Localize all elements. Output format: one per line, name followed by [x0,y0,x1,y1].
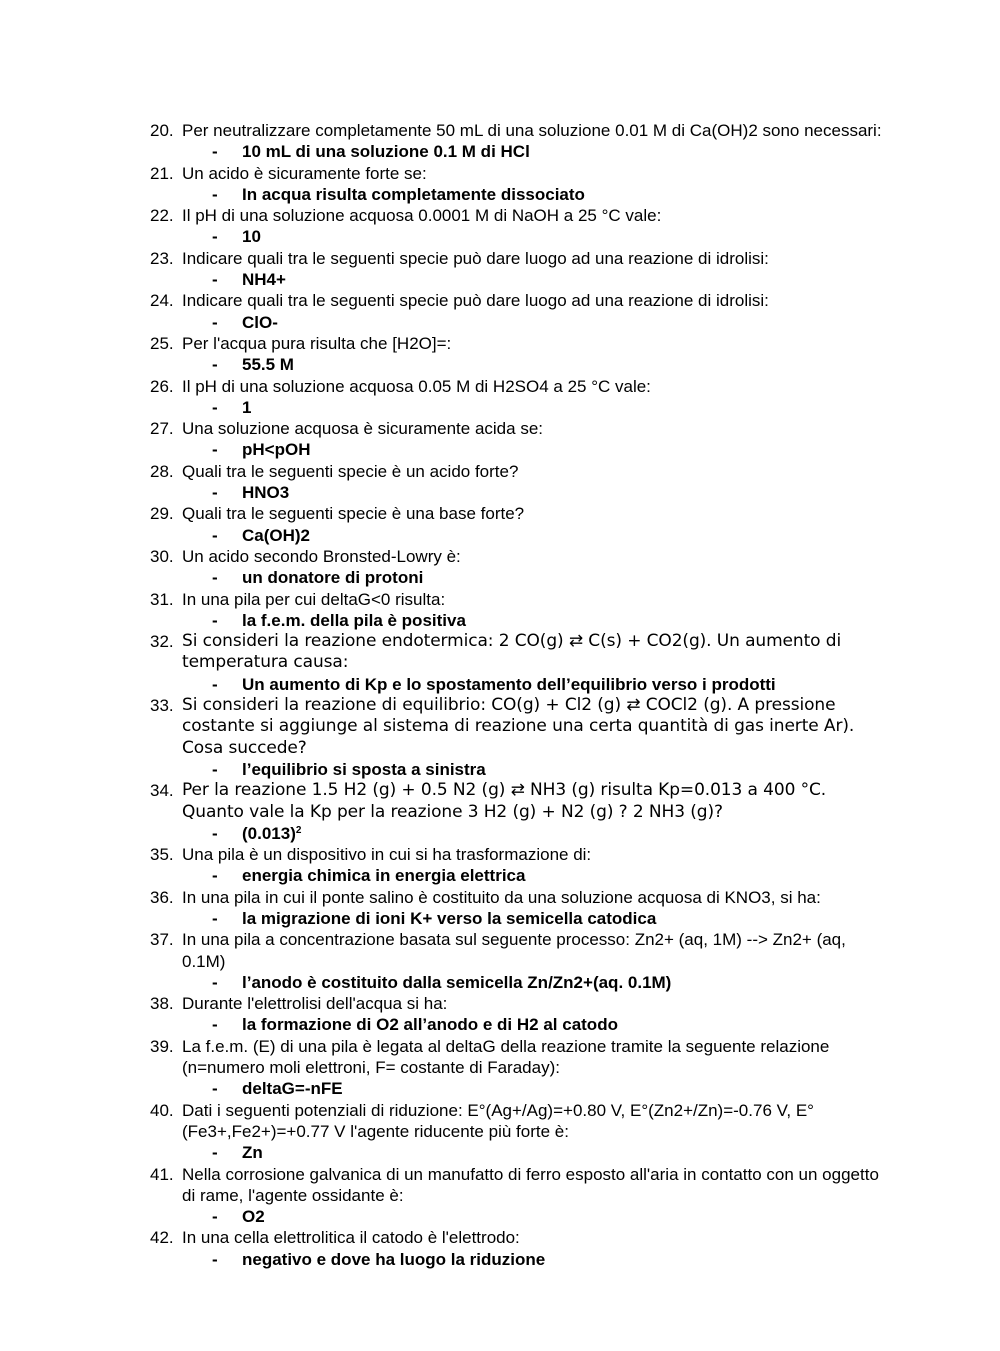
question-text: Nella corrosione galvanica di un manufatto di ferro esposto all'aria in contatto con un oggetto di rame, l'agente ossidante è: [182,1164,879,1205]
answer-20 [150,141,890,162]
answer-text: ClO- [242,312,278,332]
question-number: 22. [150,206,174,226]
answer-26 [150,397,890,418]
answer-36 [150,908,890,929]
bullet-dash: - [212,823,218,843]
question-40 [150,1100,890,1143]
question-number: 37. [150,930,174,950]
question-text: Si consideri la reazione di equilibrio: CO(g) + Cl2 (g) ⇄ COCl2 (g). A pressione costante si aggiunge al sistema di reazione una certa quantità di gas inerte Ar). Cosa succede? [182,695,855,758]
answer-32 [150,674,890,695]
answer-text: 55.5 M [242,355,294,375]
question-text: Una soluzione acquosa è sicuramente acida se: [182,419,543,439]
bullet-dash: - [212,1079,218,1099]
bullet-dash: - [212,440,218,460]
question-text: Una pila è un dispositivo in cui si ha trasformazione di: [182,845,592,865]
bullet-dash: - [212,184,218,204]
question-26 [150,376,890,397]
question-number: 38. [150,994,174,1014]
question-number: 33. [150,696,174,716]
question-22 [150,205,890,226]
bullet-dash: - [212,1207,218,1227]
question-text: Indicare quali tra le seguenti specie può dare luogo ad una reazione di idrolisi: [182,291,769,311]
question-30 [150,546,890,567]
answer-text: Ca(OH)2 [242,525,311,545]
question-text: Un acido secondo Bronsted-Lowry è: [182,546,461,566]
answer-22 [150,226,890,247]
question-number: 26. [150,376,174,396]
bullet-dash: - [212,483,218,503]
bullet-dash: - [212,972,218,992]
question-23 [150,248,890,269]
question-text: Per l'acqua pura risulta che [H2O]=: [182,333,452,353]
answer-30 [150,567,890,588]
answer-33 [150,759,890,780]
bullet-dash: - [212,1143,218,1163]
bullet-dash: - [212,568,218,588]
answer-27 [150,439,890,460]
answer-text: la f.e.m. della pila è positiva [242,610,466,630]
question-text: Quali tra le seguenti specie è un acido forte? [182,461,519,481]
question-text: In una pila a concentrazione basata sul seguente processo: Zn2+ (aq, 1M) --> Zn2+ (aq, 0.1M) [182,930,846,971]
question-number: 20. [150,121,174,140]
question-text: Dati i seguenti potenziali di riduzione: E°(Ag+/Ag)=+0.80 V, E°(Zn2+/Zn)=-0.76 V, E°(Fe3+,Fe2+)=+0.77 V l'agente riducente più forte è: [182,1100,814,1141]
bullet-dash: - [212,397,218,417]
answer-21 [150,184,890,205]
answer-41 [150,1206,890,1227]
question-text: Un acido è sicuramente forte se: [182,163,427,183]
bullet-dash: - [212,1249,218,1269]
question-text: La f.e.m. (E) di una pila è legata al deltaG della reazione tramite la seguente relazione (n=numero moli elettroni, F= costante di Faraday): [182,1036,830,1078]
question-number: 29. [150,504,174,524]
question-text: In una pila in cui il ponte salino è costituito da una soluzione acquosa di KNO3, si ha: [182,887,821,907]
answer-text: Zn [242,1143,263,1163]
answer-text: In acqua risulta completamente dissociato [242,184,585,204]
question-24 [150,290,890,311]
question-number: 34. [150,781,174,801]
answer-39 [150,1078,890,1099]
answer-text: la migrazione di ioni K+ verso la semicella catodica [242,908,657,928]
bullet-dash: - [212,1015,218,1035]
answer-text: energia chimica in energia elettrica [242,866,526,886]
bullet-dash: - [212,610,218,630]
answer-text: 10 [242,227,261,247]
question-text: Per la reazione 1.5 H2 (g) + 0.5 N2 (g) ⇄ NH3 (g) risulta Kp=0.013 a 400 °C. Quanto vale la Kp per la reazione 3 H2 (g) + N2 (g) ? 2 NH3 (g)? [182,780,827,822]
question-text: Il pH di una soluzione acquosa 0.05 M di H2SO4 a 25 °C vale: [182,376,651,396]
question-42 [150,1227,890,1248]
question-32 [150,631,890,674]
question-text: In una cella elettrolitica il catodo è l'elettrodo: [182,1228,520,1248]
answer-text: un donatore di protoni [242,568,424,588]
question-27 [150,418,890,439]
question-41 [150,1164,890,1207]
answer-text: l’anodo è costituito dalla semicella Zn/Zn2+(aq. 0.1M) [242,972,672,992]
question-35 [150,844,890,865]
answer-35 [150,865,890,886]
answer-28 [150,482,890,503]
bullet-dash: - [212,674,218,694]
answer-31 [150,610,890,631]
question-number: 21. [150,163,174,183]
answer-text: NH4+ [242,270,286,290]
question-34 [150,780,890,823]
bullet-dash: - [212,525,218,545]
answer-38 [150,1014,890,1035]
answer-text: 10 mL di una soluzione 0.1 M di HCl [242,142,530,162]
question-text: In una pila per cui deltaG<0 risulta: [182,589,446,609]
question-text: Per neutralizzare completamente 50 mL di una soluzione 0.01 M di Ca(OH)2 sono necessari: [182,121,882,140]
question-text: Il pH di una soluzione acquosa 0.0001 M di NaOH a 25 °C vale: [182,206,662,226]
answer-24 [150,312,890,333]
question-list [150,120,890,1270]
answer-text: HNO3 [242,483,290,503]
question-number: 42. [150,1228,174,1248]
answer-text: pH<pOH [242,440,311,460]
question-38 [150,993,890,1014]
question-number: 41. [150,1164,174,1184]
answer-text: negativo e dove ha luogo la riduzione [242,1249,546,1269]
question-text: Quali tra le seguenti specie è una base forte? [182,504,525,524]
question-text: Indicare quali tra le seguenti specie può dare luogo ad una reazione di idrolisi: [182,248,769,268]
answer-42 [150,1249,890,1270]
question-text: Durante l'elettrolisi dell'acqua si ha: [182,994,448,1014]
bullet-dash: - [212,312,218,332]
question-number: 35. [150,845,174,865]
question-21 [150,163,890,184]
question-20 [150,120,890,141]
bullet-dash: - [212,355,218,375]
question-number: 30. [150,546,174,566]
answer-exponent: 2 [295,824,302,836]
answer-base: (0.013) [242,823,296,843]
question-number: 39. [150,1036,174,1056]
answer-23 [150,269,890,290]
answer-34 [150,823,890,844]
answer-text [242,823,890,844]
question-number: 32. [150,632,174,652]
answer-37 [150,972,890,993]
bullet-dash: - [212,227,218,247]
bullet-dash: - [212,866,218,886]
question-number: 31. [150,589,174,609]
question-number: 24. [150,291,174,311]
question-number: 40. [150,1100,174,1120]
answer-text: O2 [242,1207,265,1227]
answer-text: la formazione di O2 all’anodo e di H2 al catodo [242,1015,618,1035]
question-31 [150,589,890,610]
bullet-dash: - [212,759,218,779]
question-text: Si consideri la reazione endotermica: 2 CO(g) ⇄ C(s) + CO2(g). Un aumento di temperatura causa: [182,631,842,673]
question-number: 36. [150,887,174,907]
question-28 [150,461,890,482]
question-25 [150,333,890,354]
question-number: 25. [150,333,174,353]
answer-text: 1 [242,397,252,417]
answer-25 [150,354,890,375]
question-29 [150,503,890,524]
question-37 [150,929,890,972]
bullet-dash: - [212,142,218,162]
bullet-dash: - [212,908,218,928]
answer-29 [150,525,890,546]
answer-text: deltaG=-nFE [242,1079,343,1099]
question-number: 28. [150,461,174,481]
bullet-dash: - [212,270,218,290]
question-36 [150,887,890,908]
answer-text: Un aumento di Kp e lo spostamento dell’equilibrio verso i prodotti [242,674,776,694]
question-39 [150,1036,890,1079]
question-33 [150,695,890,759]
answer-40 [150,1142,890,1163]
answer-text: l’equilibrio si sposta a sinistra [242,759,486,779]
question-number: 23. [150,248,174,268]
question-number: 27. [150,419,174,439]
